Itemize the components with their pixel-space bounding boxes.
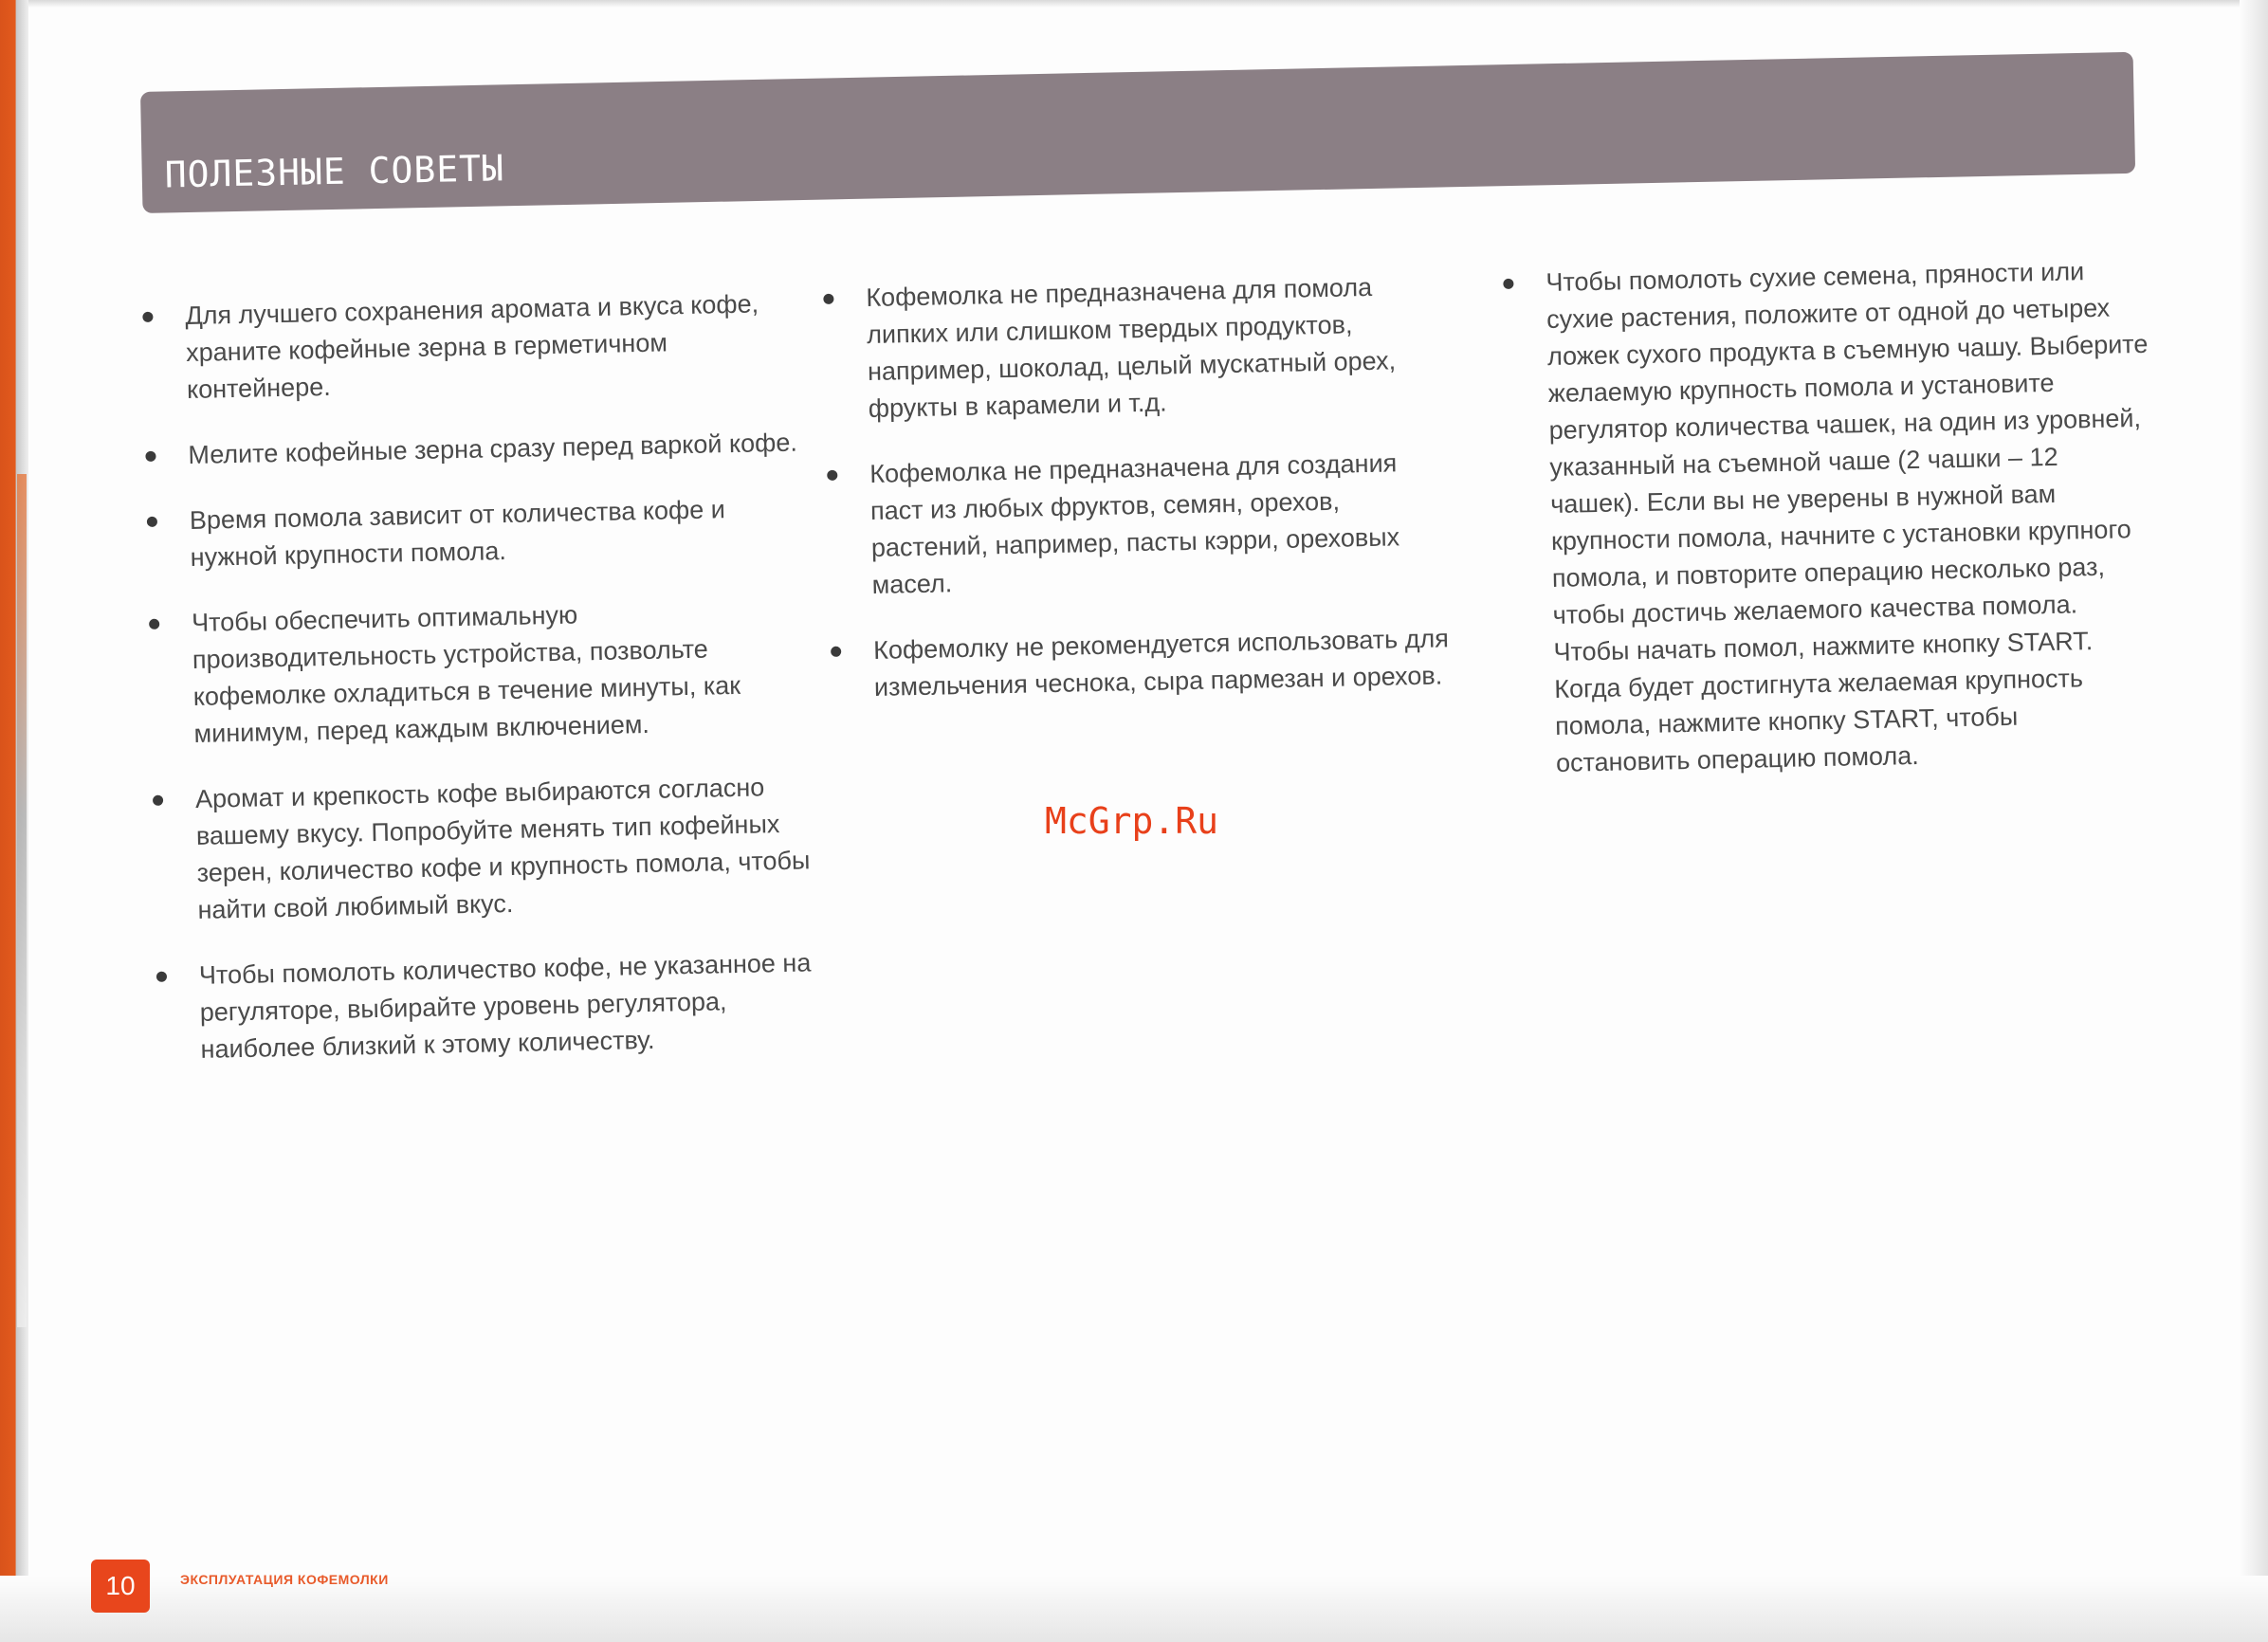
watermark: McGrp.Ru <box>1045 800 1219 842</box>
tip-text: Кофемолку не рекомендуется использовать для измельчения чеснока, сыра пармезан и орехов. <box>872 624 1450 702</box>
tips-column-1 <box>142 284 823 1097</box>
tip-item <box>153 768 819 930</box>
page-right-edge <box>2240 0 2268 1642</box>
tip-item <box>142 284 808 410</box>
tip-item <box>823 267 1452 429</box>
tip-text: Время помола зависит от количества кофе и нужной крупности помола. <box>189 495 726 572</box>
page-top-edge <box>0 0 2268 8</box>
section-title: ПОЛЕЗНЫЕ СОВЕТЫ <box>164 147 505 196</box>
bullet-icon <box>831 647 841 657</box>
bullet-icon <box>156 972 167 982</box>
tip-text: Кофемолка не предназначена для создания паст из любых фруктов, семян, орехов, растений, например, пасты кэрри, ореховых масел. <box>869 448 1400 599</box>
bullet-icon <box>1503 279 1513 289</box>
tip-item <box>145 424 810 475</box>
tip-item <box>156 944 822 1069</box>
tip-item <box>147 489 812 577</box>
tip-item <box>149 592 815 754</box>
tip-text: Чтобы помолоть количество кофе, не указанное на регуляторе, выбирайте уровень регулятора, наиболее близкий к этому количеству. <box>198 948 812 1064</box>
tips-column-3 <box>1503 252 2159 812</box>
bullet-icon <box>142 312 153 322</box>
bullet-icon <box>153 795 163 806</box>
tip-text: Чтобы помолоть сухие семена, пряности или сухие растения, положите от одной до четырех ложек сухого продукта в съемную чашу. Выберите желаемую крупность помола и установите регулятор количества чашек, на один из уровней, указанный на съемной чаше (2 чашки – 12 чашек). Если вы не уверены в нужной вам крупности помола, начните с установки крупного помола, и повторите операцию несколько раз, чтобы достичь желаемого качества помола. Чтобы начать помол, нажмите кнопку START. Когда будет достигнута желаемая крупность помола, нажмите кнопку START, чтобы остановить операцию помола. <box>1546 257 2149 777</box>
bullet-icon <box>827 470 837 481</box>
bullet-icon <box>149 619 159 629</box>
tip-text: Чтобы обеспечить оптимальную производительность устройства, позвольте кофемолке охладиться в течение минуты, как минимум, перед каждым включением. <box>191 600 741 748</box>
page-number-badge: 10 <box>91 1560 150 1613</box>
tip-item <box>1503 252 2158 783</box>
tip-text: Для лучшего сохранения аромата и вкуса кофе, храните кофейные зерна в герметичном контейнере. <box>185 289 759 405</box>
tips-column-2 <box>823 267 1458 736</box>
bullet-icon <box>147 517 157 527</box>
tip-item <box>831 620 1457 707</box>
tip-text: Мелите кофейные зерна сразу перед варкой кофе. <box>188 428 798 470</box>
tip-item <box>827 444 1455 605</box>
tip-text: Кофемолка не предназначена для помола липких или слишком твердых продуктов, например, шоколад, целый мускатный орех, фрукты в карамели и т.д. <box>866 272 1397 424</box>
bullet-icon <box>145 451 155 462</box>
footer-section-label: ЭКСПЛУАТАЦИЯ КОФЕМОЛКИ <box>180 1572 389 1587</box>
page-left-edge-shadow <box>17 474 27 1327</box>
section-header-band <box>140 52 2135 213</box>
bullet-icon <box>823 294 833 304</box>
tip-text: Аромат и крепкость кофе выбираются согласно вашему вкусу. Попробуйте менять тип кофейных зерен, количество кофе и крупность помола, чтобы найти свой любимый вкус. <box>194 773 811 924</box>
